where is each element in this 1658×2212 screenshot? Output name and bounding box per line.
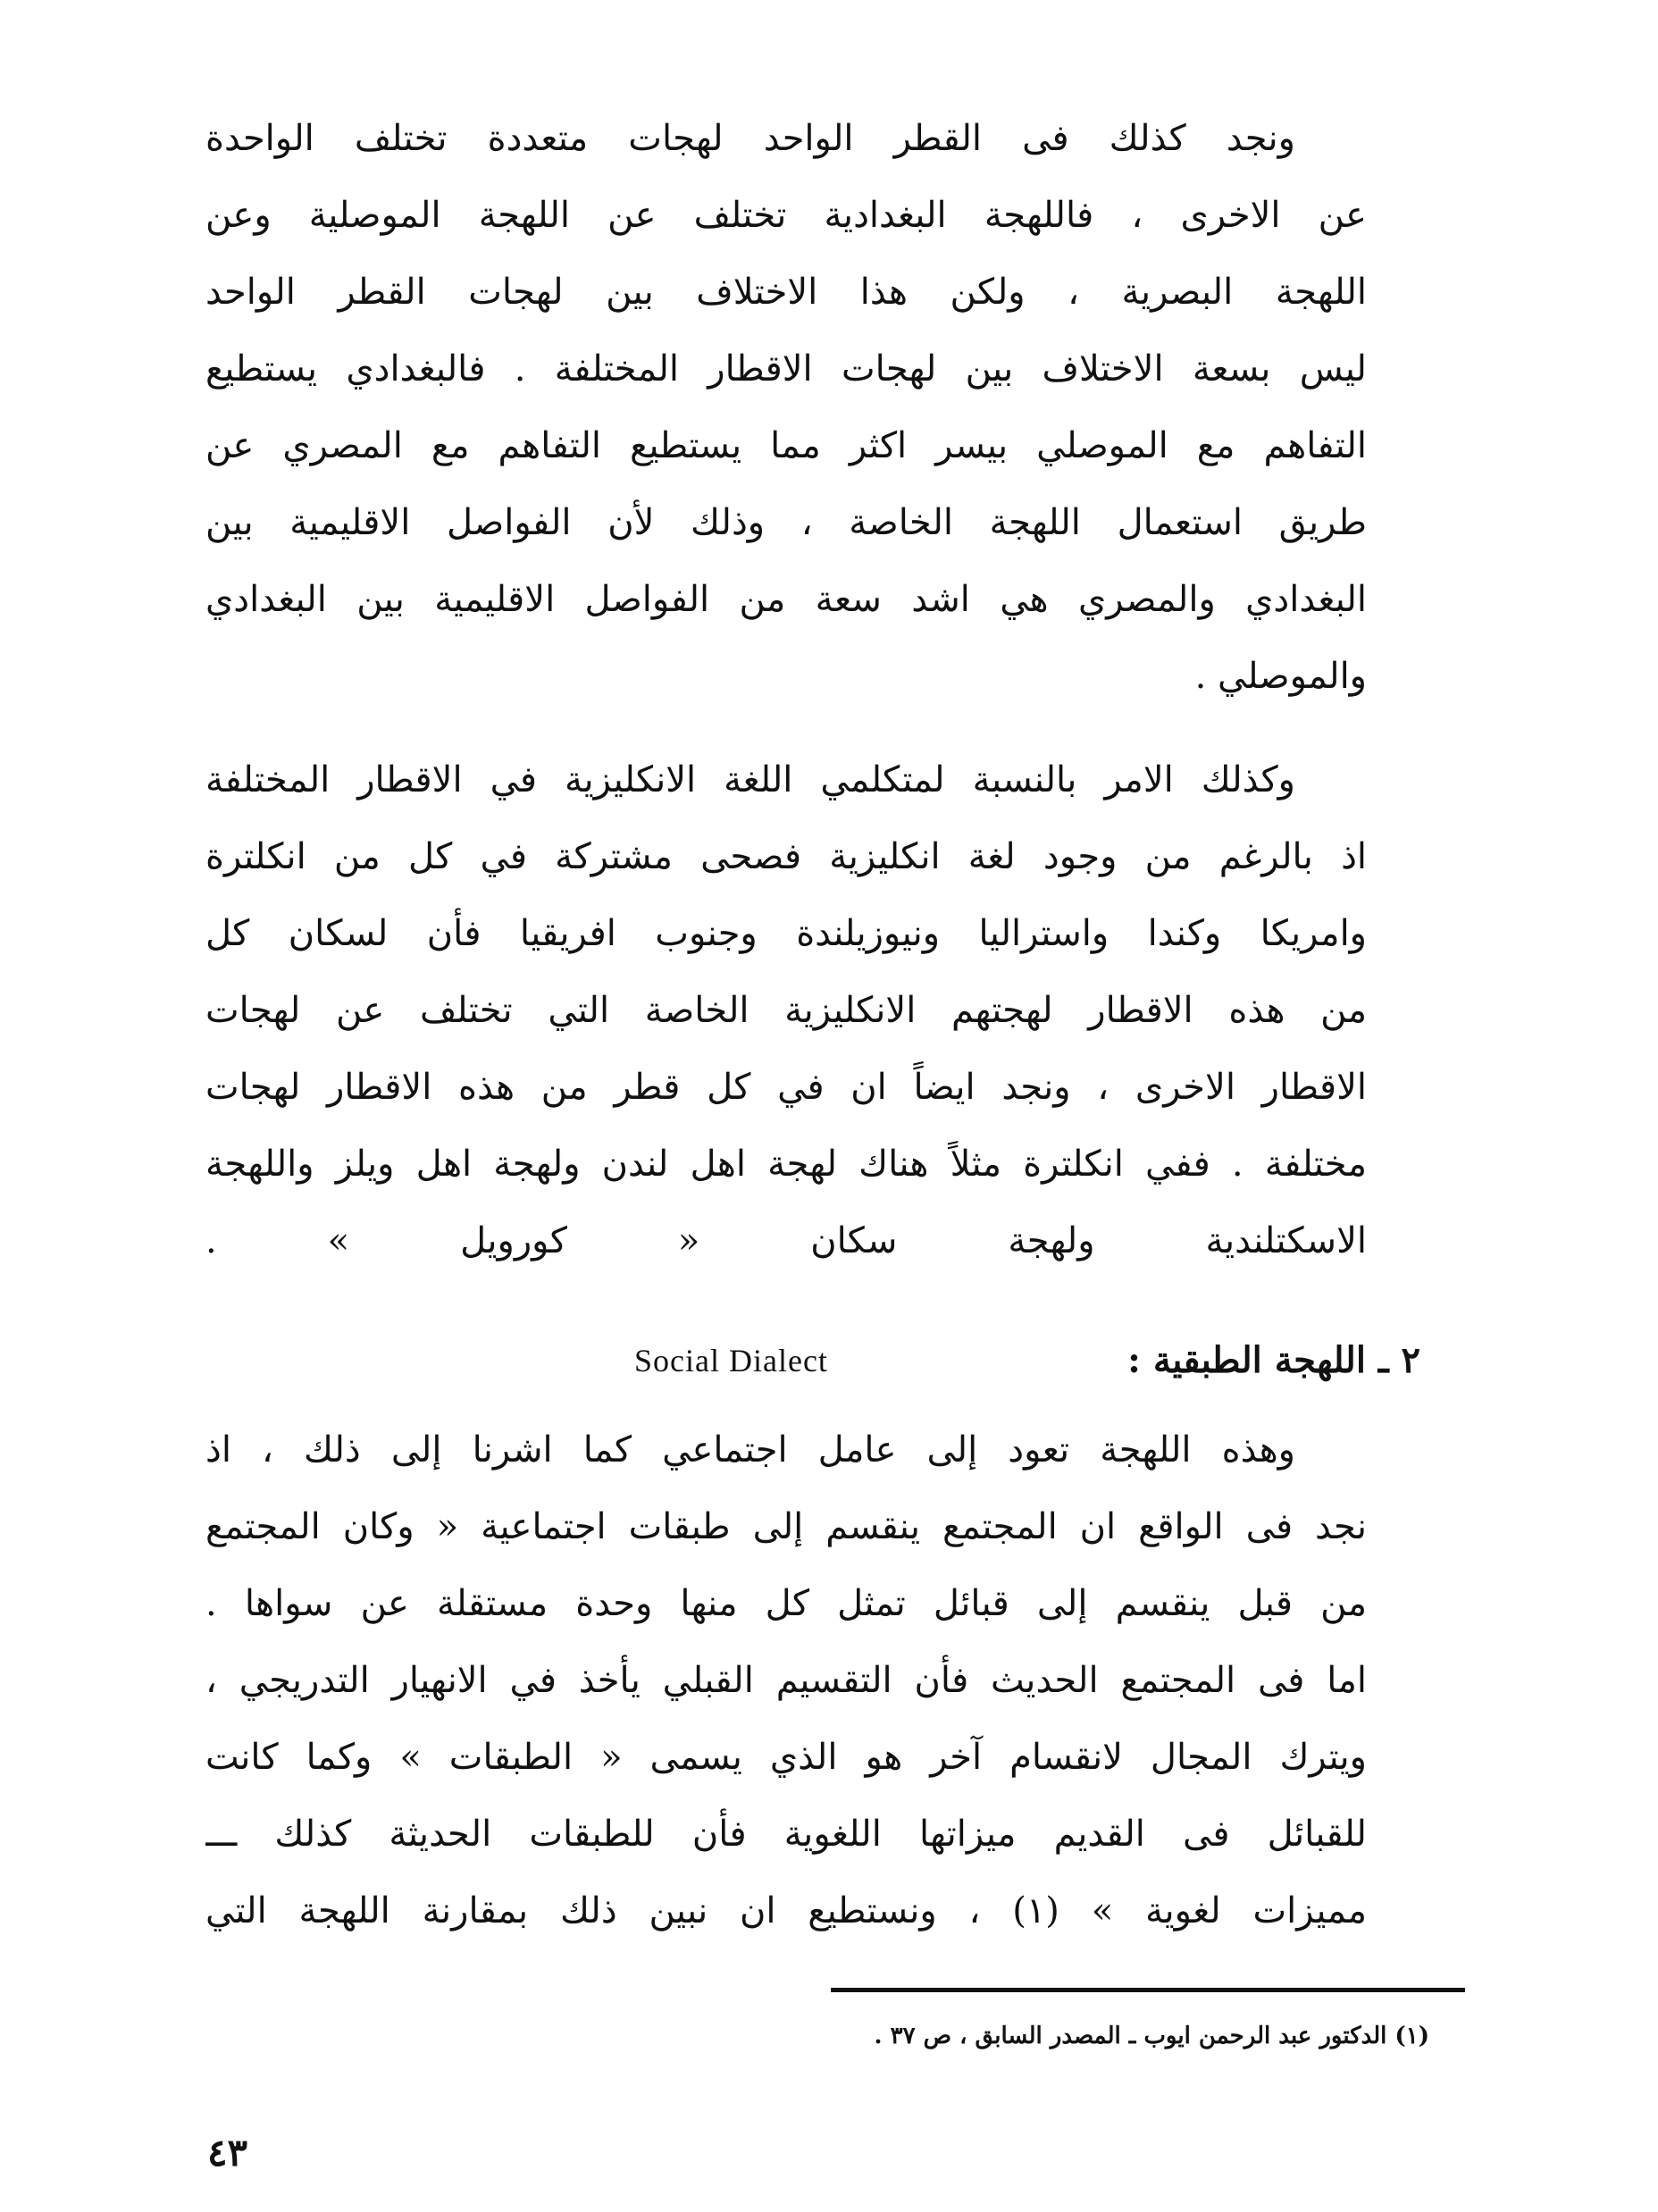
section-heading [616,1320,1420,1401]
text-line: مميزات لغوية » (١) ، ونستطيع ان نبين ذلك بمقارنة اللهجة التي [205,1890,1367,1931]
text-line: وهذه اللهجة تعود إلى عامل اجتماعي كما اشرنا إلى ذلك ، اذ [205,1429,1295,1470]
footnote: (١) الدكتور عبد الرحمن ايوب ـ المصدر السابق ، ص ٣٧ . [874,2023,1429,2049]
text-line: ونجد كذلك فى القطر الواحد لهجات متعددة تختلف الواحدة [205,118,1295,159]
paragraph-social-dialect [205,1412,1367,1949]
text-line: ليس بسعة الاختلاف بين لهجات الاقطار المختلفة . فالبغدادي يستطيع [205,348,1367,390]
text-line: من قبل ينقسم إلى قبائل تمثل كل منها وحدة مستقلة عن سواها . [205,1583,1367,1624]
text-line: والموصلي . [1194,656,1367,697]
text-line: الاسكتلندية ولهجة سكان « كورويل » . [205,1220,1367,1261]
text-line: من هذه الاقطار لهجتهم الانكليزية الخاصة التي تختلف عن لهجات [205,990,1367,1031]
text-line: طريق استعمال اللهجة الخاصة ، وذلك لأن الفواصل الاقليمية بين [205,502,1367,543]
text-line: اذ بالرغم من وجود لغة انكليزية فصحى مشتركة في كل من انكلترة [205,836,1367,877]
footnote-divider [831,1988,1465,1992]
text-line: للقبائل فى القديم ميزاتها اللغوية فأن للطبقات الحديثة كذلك ـــ [205,1814,1367,1855]
paragraph-regional-dialects [205,100,1367,715]
text-line: نجد فى الواقع ان المجتمع ينقسم إلى طبقات اجتماعية « وكان المجتمع [205,1506,1367,1547]
text-line: وامريكا وكندا واستراليا ونيوزيلندة وجنوب افريقيا فأن لسكان كل [205,913,1367,954]
section-heading-arabic: ٢ ـ اللهجة الطبقية : [1127,1339,1420,1381]
section-heading-english: Social Dialect [634,1343,828,1378]
text-line: اما فى المجتمع الحديث فأن التقسيم القبلي يأخذ في الانهيار التدريجي ، [205,1660,1367,1701]
text-line: التفاهم مع الموصلي بيسر اكثر مما يستطيع التفاهم مع المصري عن [205,425,1367,466]
text-line: البغدادي والمصري هي اشد سعة من الفواصل الاقليمية بين البغدادي [205,579,1367,620]
paragraph-english-dialects [205,742,1367,1356]
text-line: اللهجة البصرية ، ولكن هذا الاختلاف بين لهجات القطر الواحد [205,272,1367,313]
page-number: ٤٣ [207,2131,248,2174]
text-line: ويترك المجال لانقسام آخر هو الذي يسمى « الطبقات » وكما كانت [205,1737,1367,1778]
text-line: عن الاخرى ، فاللهجة البغدادية تختلف عن اللهجة الموصلية وعن [205,195,1367,236]
text-line: مختلفة . ففي انكلترة مثلاً هناك لهجة اهل لندن ولهجة اهل ويلز واللهجة [205,1144,1367,1185]
text-line: الاقطار الاخرى ، ونجد ايضاً ان في كل قطر من هذه الاقطار لهجات [205,1067,1367,1108]
text-line: وكذلك الامر بالنسبة لمتكلمي اللغة الانكليزية في الاقطار المختلفة [205,759,1295,800]
